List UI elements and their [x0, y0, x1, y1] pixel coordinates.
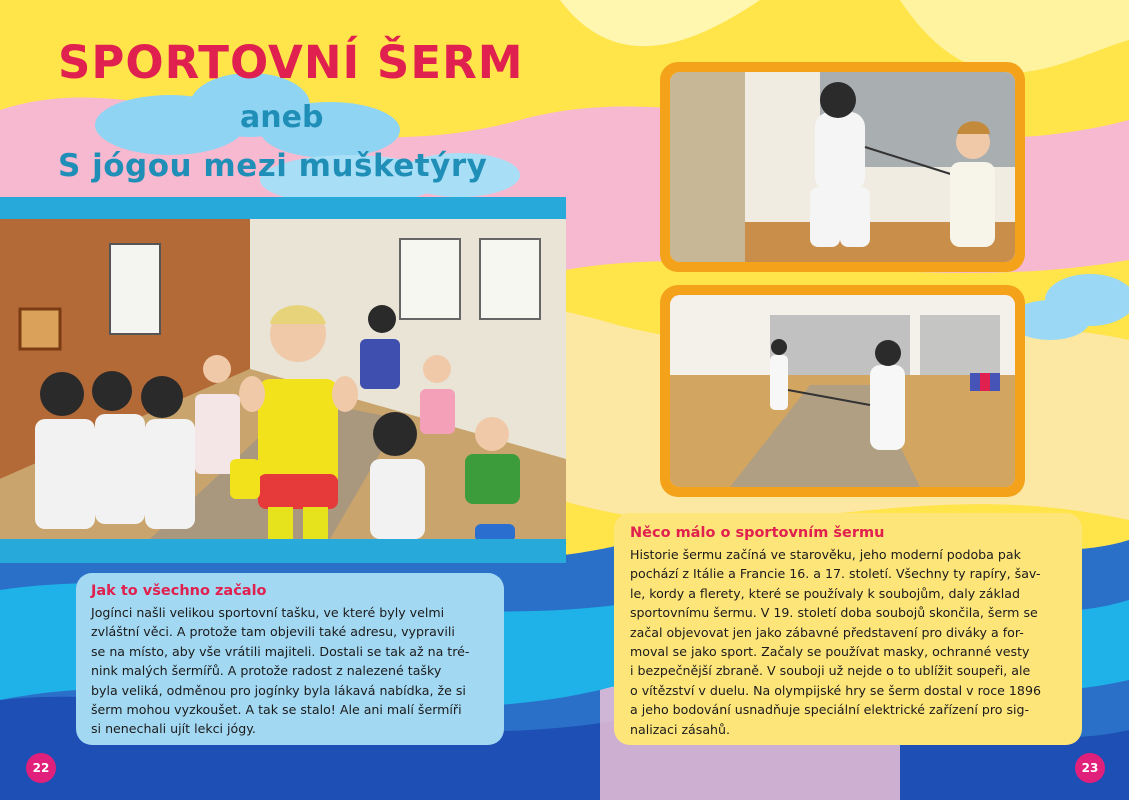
intro-line: si nenechali ujít lekci jógy. — [91, 721, 256, 737]
intro-paragraph — [91, 603, 489, 739]
title-connector: aneb — [240, 100, 324, 135]
page-number-left: 22 — [26, 753, 56, 783]
intro-line: se na místo, aby vše vrátili majiteli. Dostali se tak až na tré- — [91, 643, 470, 659]
intro-heading: Jak to všechno začalo — [91, 583, 267, 599]
fencing-hall-photo — [670, 295, 1015, 487]
history-text-box — [614, 513, 1082, 745]
intro-line: zvláštní věci. A protože tam objevili také adresu, vypravili — [91, 624, 455, 640]
main-photo-frame — [0, 197, 566, 563]
history-line: nalizaci zásahů. — [630, 721, 731, 737]
fencing-duel-photo — [670, 72, 1015, 262]
intro-line: šerm mohou vyzkoušet. A tak se stalo! Ale ani malí šermíři — [91, 702, 462, 718]
photo-frame-bottom — [660, 285, 1025, 497]
intro-line: nink malých šermířů. A protože radost z nalezené tašky — [91, 663, 442, 679]
history-line: Historie šermu začíná ve starověku, jeho moderní podoba pak — [630, 547, 1021, 562]
history-line: le, kordy a flerety, které se používaly k soubojům, daly základ — [630, 585, 1021, 601]
history-paragraph — [630, 545, 1066, 739]
intro-line: Jogínci našli velikou sportovní tašku, ve které byly velmi — [91, 605, 445, 620]
history-heading: Něco málo o sportovním šermu — [630, 525, 885, 541]
page-number-right: 23 — [1075, 753, 1105, 783]
history-line: začal objevovat jen jako zábavné představení pro diváky a for- — [630, 624, 1024, 640]
photo-frame-top — [660, 62, 1025, 272]
page-subtitle: S jógou mezi mušketýry — [58, 148, 488, 184]
intro-line: byla veliká, odměnou pro jogínky byla lákavá nabídka, že si — [91, 682, 466, 698]
page-title: SPORTOVNÍ ŠERM — [58, 36, 524, 89]
history-line: a jeho bodování usnadňuje speciální elektrické zařízení pro sig- — [630, 702, 1030, 718]
history-line: o vítězství v duelu. Na olympijské hry se šerm dostal v roce 1896 — [630, 682, 1041, 698]
history-line: pochází z Itálie a Francie 16. a 17. století. Všechny ty rapíry, šav- — [630, 566, 1041, 582]
history-line: i bezpečnější zbraně. V souboji už nejde o to ublížit soupeři, ale — [630, 663, 1031, 679]
yoga-fencing-group-photo — [0, 219, 566, 539]
intro-text-box — [76, 573, 504, 745]
history-line: moval se jako sport. Začaly se používat masky, ochranné vesty — [630, 644, 1030, 660]
history-line: sportovnímu šermu. V 19. století doba soubojů skončila, šerm se — [630, 605, 1038, 621]
